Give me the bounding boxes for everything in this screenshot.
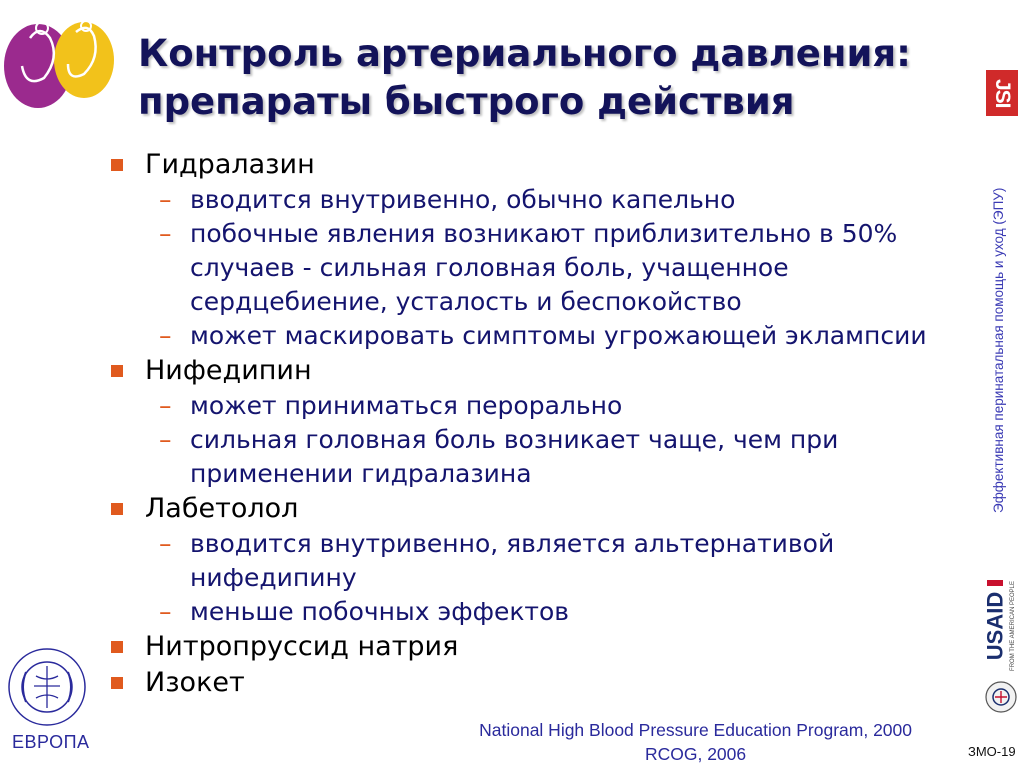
who-emblem-icon (6, 646, 88, 728)
dash-icon: – (159, 321, 172, 350)
bullet-square-icon (111, 365, 123, 377)
bullet-square-icon (111, 677, 123, 689)
seal-icon (982, 680, 1020, 714)
sub-bullet-item: – вводится внутривенно, обычно капельно (108, 183, 988, 217)
side-caption: Эффективная перинатальная помощь и уход (ЭПУ) (991, 187, 1006, 513)
slide-number: ЗМО-19 (968, 744, 1016, 759)
slide-title (138, 30, 911, 126)
dash-icon: – (159, 529, 172, 558)
title-line-1: Контроль артериального давления: (138, 32, 911, 75)
title-line-2: препараты быстрого действия (138, 80, 795, 123)
bullet-item: Изокет (108, 665, 988, 701)
dash-icon: – (159, 219, 172, 248)
source-citation (479, 718, 912, 766)
bullet-item: Нитропруссид натрия (108, 629, 988, 665)
bullet-item: Лабетолол (108, 491, 988, 527)
usaid-logo (983, 578, 1021, 674)
dash-icon: – (159, 597, 172, 626)
sub-bullet-item: – может маскировать симптомы угрожающей эклампсии (108, 319, 988, 353)
bullet-item: Нифедипин (108, 353, 988, 389)
sub-bullet-item: – побочные явления возникают приблизительно в 50% случаев - сильная головная боль, учащенное сердцебиение, усталость и беспокойство (159, 219, 898, 316)
source-line-2: RCOG, 2006 (644, 744, 747, 764)
sub-bullet-item: – может приниматься перорально (108, 389, 988, 423)
jsi-logo: JSI (986, 70, 1018, 116)
sub-bullet-item: – сильная головная боль возникает чаще, чем при применении гидралазина (159, 425, 839, 488)
sub-bullet-item: – вводится внутривенно, является альтернативой нифедипину (159, 529, 835, 592)
bullet-square-icon (111, 503, 123, 515)
bullet-square-icon (111, 641, 123, 653)
bullet-list (108, 147, 988, 701)
usaid-tagline: FROM THE AMERICAN PEOPLE (1010, 581, 1016, 671)
bullet-square-icon (111, 159, 123, 171)
dash-icon: – (159, 391, 172, 420)
mother-child-logo (0, 8, 120, 112)
dash-icon: – (159, 185, 172, 214)
dash-icon: – (159, 425, 172, 454)
source-line-1: National High Blood Pressure Education Program, 2000 (479, 720, 912, 740)
usaid-wordmark: USAID (983, 591, 1008, 661)
sub-bullet-item: – меньше побочных эффектов (108, 595, 988, 629)
bullet-item: Гидралазин (108, 147, 988, 183)
who-region-label: ЕВРОПА (12, 732, 90, 752)
